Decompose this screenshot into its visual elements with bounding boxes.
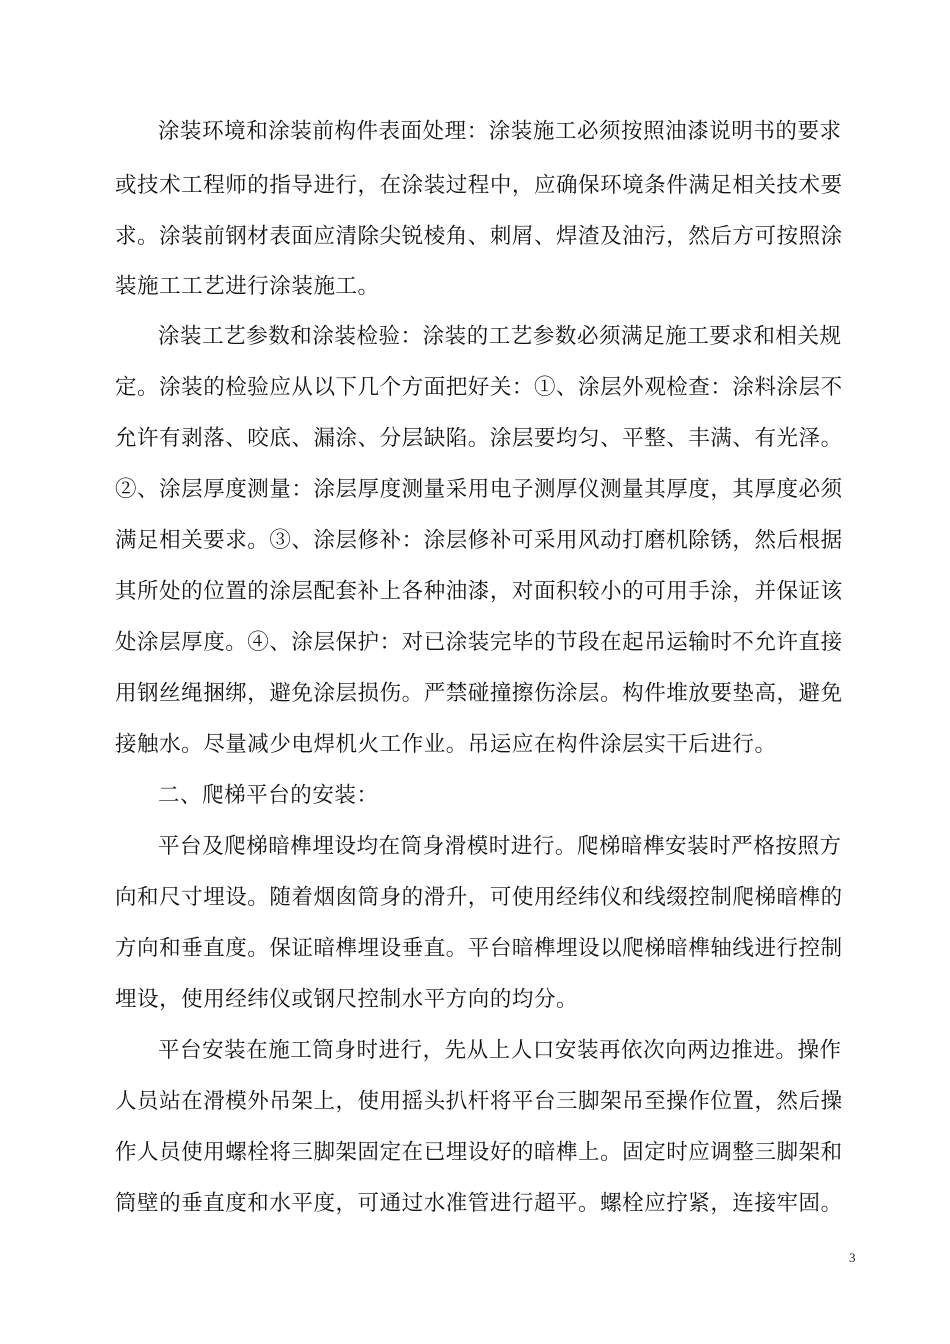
paragraph-2-line-1: 涂装工艺参数和涂装检验：涂装的工艺参数必须满足施工要求和相关规 [158, 324, 842, 349]
paragraph-2-line-2: 定。涂装的检验应从以下几个方面把好关：①、涂层外观检查：涂料涂层不 [115, 375, 843, 400]
paragraph-4-line-4: 筒壁的垂直度和水平度，可通过水准管进行超平。螺栓应拧紧，连接牢固。 [115, 1191, 843, 1216]
paragraph-3-line-2: 向和尺寸埋设。随着烟囱筒身的滑升，可使用经纬仪和线缀控制爬梯暗榫的 [115, 885, 843, 910]
paragraph-2-line-6: 其所处的位置的涂层配套补上各种油漆，对面积较小的可用手涂，并保证该 [115, 579, 843, 604]
paragraph-1-line-3: 求。涂装前钢材表面应清除尖锐棱角、刺屑、焊渣及油污，然后方可按照涂 [115, 224, 843, 249]
paragraph-2-line-5: 满足相关要求。③、涂层修补：涂层修补可采用风动打磨机除锈，然后根据 [115, 528, 843, 553]
paragraph-3-line-4: 埋设，使用经纬仪或钢尺控制水平方向的均分。 [115, 987, 579, 1012]
paragraph-2-line-9: 接触水。尽量减少电焊机火工作业。吊运应在构件涂层实干后进行。 [115, 732, 777, 757]
paragraph-1-line-2: 或技术工程师的指导进行，在涂装过程中，应确保环境条件满足相关技术要 [115, 173, 843, 198]
page-number: 3 [849, 1250, 856, 1265]
paragraph-1-line-1: 涂装环境和涂装前构件表面处理：涂装施工必须按照油漆说明书的要求 [158, 119, 842, 144]
paragraph-1-line-4: 装施工工艺进行涂装施工。 [115, 274, 380, 299]
section-heading: 二、爬梯平台的安装： [158, 783, 379, 808]
paragraph-2-line-8: 用钢丝绳捆绑，避免涂层损伤。严禁碰撞擦伤涂层。构件堆放要垫高，避免 [115, 681, 843, 706]
paragraph-4-line-3: 作人员使用螺栓将三脚架固定在已埋设好的暗榫上。固定时应调整三脚架和 [115, 1140, 843, 1165]
paragraph-2-line-3: 允许有剥落、咬底、漏涂、分层缺陷。涂层要均匀、平整、丰满、有光泽。 [115, 426, 843, 451]
paragraph-4-line-1: 平台安装在施工筒身时进行，先从上人口安装再依次向两边推进。操作 [158, 1038, 842, 1063]
paragraph-3-line-3: 方向和垂直度。保证暗榫埋设垂直。平台暗榫埋设以爬梯暗榫轴线进行控制 [115, 936, 843, 961]
paragraph-4-line-2: 人员站在滑模外吊架上，使用摇头扒杆将平台三脚架吊至操作位置，然后操 [115, 1089, 843, 1114]
paragraph-2-line-4: ②、涂层厚度测量：涂层厚度测量采用电子测厚仪测量其厚度，其厚度必须 [115, 477, 843, 502]
paragraph-2-line-7: 处涂层厚度。④、涂层保护：对已涂装完毕的节段在起吊运输时不允许直接 [115, 630, 843, 655]
paragraph-3-line-1: 平台及爬梯暗榫埋设均在筒身滑模时进行。爬梯暗榫安装时严格按照方 [158, 834, 842, 859]
